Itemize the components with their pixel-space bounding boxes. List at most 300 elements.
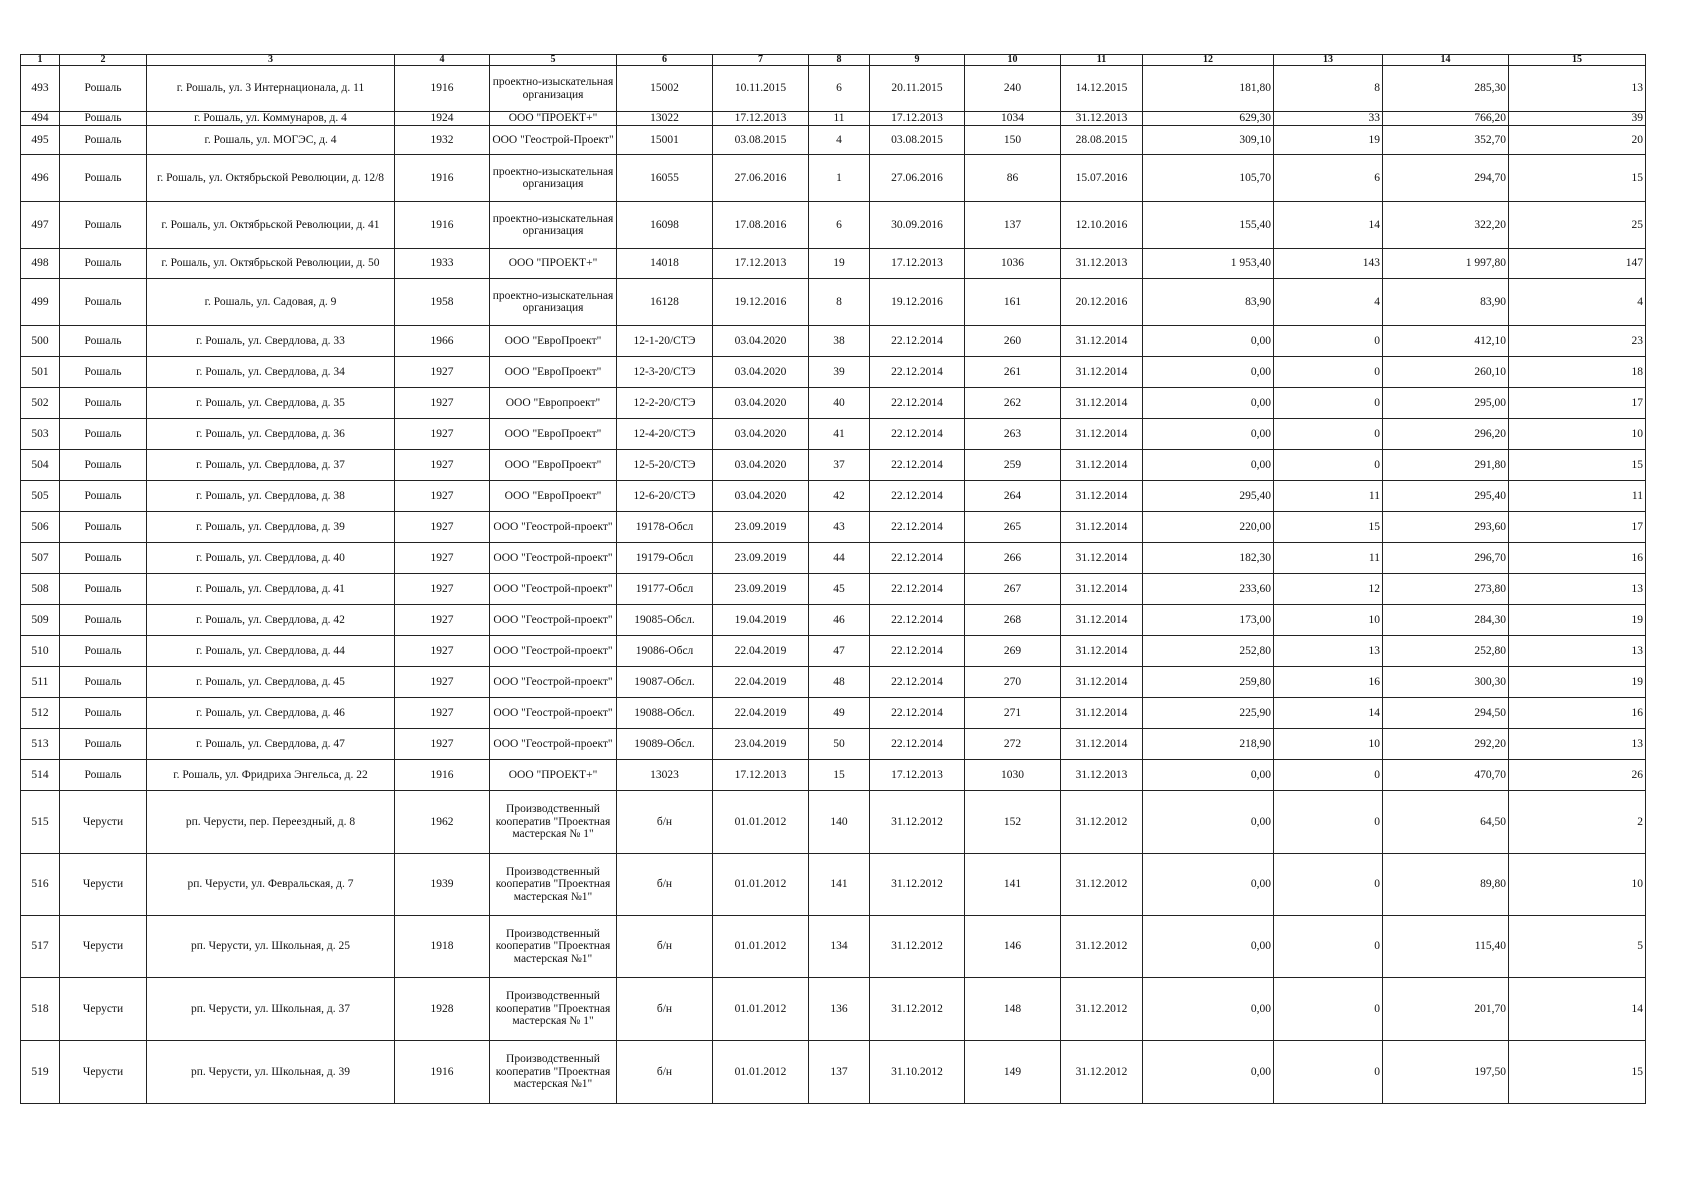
table-cell: Производственный кооператив "Проектная мастерская №1" (490, 916, 617, 978)
table-cell: 22.12.2014 (870, 636, 965, 667)
table-cell: рп. Черусти, ул. Школьная, д. 39 (147, 1041, 395, 1104)
table-cell: 13 (1274, 636, 1383, 667)
table-cell: Рошаль (60, 605, 147, 636)
table-cell: 31.12.2012 (1061, 978, 1143, 1041)
table-cell: ООО "ЕвроПроект" (490, 450, 617, 481)
table-cell: 296,20 (1383, 419, 1509, 450)
table-cell: 12-6-20/СТЭ (617, 481, 713, 512)
table-cell: 1 953,40 (1143, 249, 1274, 279)
table-cell: 23.09.2019 (713, 574, 809, 605)
table-cell: 15 (1509, 1041, 1646, 1104)
table-cell: 233,60 (1143, 574, 1274, 605)
table-cell: 13023 (617, 760, 713, 791)
table-cell: 0 (1274, 419, 1383, 450)
table-cell: 1927 (395, 667, 490, 698)
table-cell: 14 (1274, 698, 1383, 729)
table-cell: 31.12.2014 (1061, 667, 1143, 698)
table-cell: г. Рошаль, ул. Свердлова, д. 42 (147, 605, 395, 636)
table-cell: 295,40 (1143, 481, 1274, 512)
table-cell: 38 (809, 326, 870, 357)
table-cell: 1928 (395, 978, 490, 1041)
table-cell: 1916 (395, 155, 490, 202)
table-cell: 22.12.2014 (870, 698, 965, 729)
table-cell: 197,50 (1383, 1041, 1509, 1104)
table-cell: 31.12.2013 (1061, 249, 1143, 279)
table-cell: проектно-изыскательная организация (490, 279, 617, 326)
table-cell: 11 (1274, 543, 1383, 574)
table-cell: 27.06.2016 (713, 155, 809, 202)
column-header: 7 (713, 55, 809, 66)
table-cell: 8 (1274, 66, 1383, 112)
table-cell: Рошаль (60, 698, 147, 729)
table-cell: 493 (21, 66, 60, 112)
table-cell: 1 (809, 155, 870, 202)
table-cell: 1933 (395, 249, 490, 279)
table-cell: 19 (809, 249, 870, 279)
column-header: 3 (147, 55, 395, 66)
table-cell: 16055 (617, 155, 713, 202)
table-row (21, 729, 1646, 760)
table-cell: 495 (21, 126, 60, 155)
table-cell: 0 (1274, 326, 1383, 357)
table-cell: 31.12.2014 (1061, 450, 1143, 481)
table-cell: Рошаль (60, 667, 147, 698)
column-header: 11 (1061, 55, 1143, 66)
table-cell: 498 (21, 249, 60, 279)
table-cell: 31.12.2014 (1061, 698, 1143, 729)
table-cell: 261 (965, 357, 1061, 388)
table-cell: 285,30 (1383, 66, 1509, 112)
table-cell: 296,70 (1383, 543, 1509, 574)
table-cell: 03.04.2020 (713, 326, 809, 357)
table-cell: 31.12.2014 (1061, 512, 1143, 543)
table-cell: 6 (809, 202, 870, 249)
table-cell: 309,10 (1143, 126, 1274, 155)
table-cell: 31.12.2014 (1061, 543, 1143, 574)
table-cell: 1927 (395, 605, 490, 636)
table-cell: г. Рошаль, ул. Свердлова, д. 34 (147, 357, 395, 388)
table-cell: 22.12.2014 (870, 326, 965, 357)
table-row (21, 202, 1646, 249)
table-cell: 4 (1509, 279, 1646, 326)
table-cell: Рошаль (60, 636, 147, 667)
table-row (21, 978, 1646, 1041)
table-cell: 269 (965, 636, 1061, 667)
table-cell: 03.08.2015 (713, 126, 809, 155)
table-cell: 0,00 (1143, 419, 1274, 450)
table-cell: г. Рошаль, ул. Свердлова, д. 35 (147, 388, 395, 419)
table-cell: 0,00 (1143, 978, 1274, 1041)
table-cell: 4 (1274, 279, 1383, 326)
column-header: 10 (965, 55, 1061, 66)
table-cell: 14 (1274, 202, 1383, 249)
table-cell: ООО "Геострой-Проект" (490, 126, 617, 155)
table-cell: 12-3-20/СТЭ (617, 357, 713, 388)
table-cell: 0 (1274, 357, 1383, 388)
table-cell: 5 (1509, 916, 1646, 978)
table-cell: 31.12.2012 (1061, 1041, 1143, 1104)
table-cell: г. Рошаль, ул. Свердлова, д. 40 (147, 543, 395, 574)
table-cell: Рошаль (60, 155, 147, 202)
table-cell: 10.11.2015 (713, 66, 809, 112)
table-cell: 294,70 (1383, 155, 1509, 202)
table-cell: г. Рошаль, ул. МОГЭС, д. 4 (147, 126, 395, 155)
table-cell: Производственный кооператив "Проектная мастерская № 1" (490, 978, 617, 1041)
table-cell: 22.04.2019 (713, 667, 809, 698)
table-cell: ООО "Геострой-проект" (490, 543, 617, 574)
table-cell: 19 (1274, 126, 1383, 155)
table-cell: г. Рошаль, ул. Садовая, д. 9 (147, 279, 395, 326)
table-cell: г. Рошаль, ул. Октябрьской Революции, д. 12/8 (147, 155, 395, 202)
table-cell: ООО "ПРОЕКТ+" (490, 249, 617, 279)
column-header: 6 (617, 55, 713, 66)
table-cell: 173,00 (1143, 605, 1274, 636)
table-cell: 150 (965, 126, 1061, 155)
table-cell: г. Рошаль, ул. Свердлова, д. 44 (147, 636, 395, 667)
table-cell: 22.12.2014 (870, 481, 965, 512)
table-row (21, 512, 1646, 543)
table-cell: ООО "Европроект" (490, 388, 617, 419)
table-cell: 31.12.2012 (1061, 791, 1143, 854)
table-cell: ООО "Геострой-проект" (490, 605, 617, 636)
table-cell: г. Рошаль, ул. Свердлова, д. 45 (147, 667, 395, 698)
table-row (21, 760, 1646, 791)
table-cell: 13 (1509, 574, 1646, 605)
table-row (21, 574, 1646, 605)
table-row (21, 854, 1646, 916)
table-cell: ООО "ЕвроПроект" (490, 481, 617, 512)
table-cell: 11 (1509, 481, 1646, 512)
table-cell: 31.10.2012 (870, 1041, 965, 1104)
table-cell: Рошаль (60, 326, 147, 357)
column-header: 9 (870, 55, 965, 66)
table-cell: 0,00 (1143, 791, 1274, 854)
table-cell: 19 (1509, 667, 1646, 698)
table-cell: рп. Черусти, ул. Школьная, д. 25 (147, 916, 395, 978)
table-cell: 1034 (965, 112, 1061, 126)
table-cell: 155,40 (1143, 202, 1274, 249)
table-cell: 0,00 (1143, 326, 1274, 357)
table-cell: 46 (809, 605, 870, 636)
table-cell: 13 (1509, 66, 1646, 112)
table-cell: 14018 (617, 249, 713, 279)
table-cell: 19 (1509, 605, 1646, 636)
table-cell: 13 (1509, 636, 1646, 667)
table-cell: 15 (1274, 512, 1383, 543)
table-cell: 86 (965, 155, 1061, 202)
table-cell: 22.12.2014 (870, 543, 965, 574)
table-cell: 31.12.2012 (870, 854, 965, 916)
table-cell: 42 (809, 481, 870, 512)
table-cell: Рошаль (60, 249, 147, 279)
table-cell: 22.12.2014 (870, 574, 965, 605)
table-cell: 517 (21, 916, 60, 978)
table-cell: 147 (1509, 249, 1646, 279)
table-cell: 182,30 (1143, 543, 1274, 574)
table-cell: 0,00 (1143, 450, 1274, 481)
table-cell: 17 (1509, 388, 1646, 419)
table-cell: 12-5-20/СТЭ (617, 450, 713, 481)
table-cell: 31.12.2014 (1061, 636, 1143, 667)
table-cell: 15001 (617, 126, 713, 155)
table-cell: г. Рошаль, ул. Свердлова, д. 33 (147, 326, 395, 357)
table-cell: Рошаль (60, 543, 147, 574)
table-row (21, 419, 1646, 450)
table-row (21, 155, 1646, 202)
column-header: 2 (60, 55, 147, 66)
table-cell: 1916 (395, 202, 490, 249)
table-cell: 252,80 (1383, 636, 1509, 667)
table-cell: ООО "ЕвроПроект" (490, 357, 617, 388)
table-cell: Рошаль (60, 388, 147, 419)
table-cell: 17.12.2013 (870, 249, 965, 279)
table-cell: 508 (21, 574, 60, 605)
column-header: 13 (1274, 55, 1383, 66)
table-cell: 291,80 (1383, 450, 1509, 481)
table-cell: 240 (965, 66, 1061, 112)
table-cell: 17.12.2013 (713, 249, 809, 279)
table-cell: рп. Черусти, пер. Переездный, д. 8 (147, 791, 395, 854)
table-cell: 1927 (395, 636, 490, 667)
table-cell: 6 (1274, 155, 1383, 202)
table-cell: 83,90 (1143, 279, 1274, 326)
table-cell: Черусти (60, 978, 147, 1041)
table-cell: Рошаль (60, 481, 147, 512)
table-cell: 17 (1509, 512, 1646, 543)
table-cell: 23.09.2019 (713, 512, 809, 543)
table-cell: 518 (21, 978, 60, 1041)
table-cell: 1927 (395, 388, 490, 419)
table-cell: Рошаль (60, 279, 147, 326)
table-cell: 105,70 (1143, 155, 1274, 202)
table-cell: 23.04.2019 (713, 729, 809, 760)
table-cell: 259,80 (1143, 667, 1274, 698)
table-cell: 19178-Обсл (617, 512, 713, 543)
table-cell: 501 (21, 357, 60, 388)
table-cell: 1927 (395, 698, 490, 729)
table-cell: ООО "Геострой-проект" (490, 698, 617, 729)
table-cell: 504 (21, 450, 60, 481)
table-cell: 22.12.2014 (870, 357, 965, 388)
table-cell: 12.10.2016 (1061, 202, 1143, 249)
table-cell: рп. Черусти, ул. Школьная, д. 37 (147, 978, 395, 1041)
table-cell: 1030 (965, 760, 1061, 791)
table-cell: б/н (617, 854, 713, 916)
table-cell: 31.12.2014 (1061, 574, 1143, 605)
table-cell: 0 (1274, 760, 1383, 791)
table-cell: 149 (965, 1041, 1061, 1104)
table-cell: Производственный кооператив "Проектная мастерская №1" (490, 854, 617, 916)
table-cell: 39 (809, 357, 870, 388)
table-cell: 497 (21, 202, 60, 249)
table-cell: 1939 (395, 854, 490, 916)
table-cell: 293,60 (1383, 512, 1509, 543)
table-cell: 20.12.2016 (1061, 279, 1143, 326)
table-cell: 83,90 (1383, 279, 1509, 326)
table-cell: 13022 (617, 112, 713, 126)
table-cell: 0 (1274, 854, 1383, 916)
table-cell: 511 (21, 667, 60, 698)
table-cell: Рошаль (60, 729, 147, 760)
table-cell: 0 (1274, 978, 1383, 1041)
table-cell: 1927 (395, 729, 490, 760)
table-row (21, 112, 1646, 126)
table-cell: 510 (21, 636, 60, 667)
table-cell: ООО "ПРОЕКТ+" (490, 112, 617, 126)
table-cell: г. Рошаль, ул. Октябрьской Революции, д. 50 (147, 249, 395, 279)
table-cell: 272 (965, 729, 1061, 760)
table-cell: Рошаль (60, 512, 147, 543)
data-table (20, 54, 1646, 1104)
table-cell: 22.12.2014 (870, 419, 965, 450)
table-cell: 1966 (395, 326, 490, 357)
table-cell: ООО "Геострой-проект" (490, 729, 617, 760)
table-cell: 17.12.2013 (713, 760, 809, 791)
table-cell: 268 (965, 605, 1061, 636)
table-cell: 1916 (395, 66, 490, 112)
table-cell: 01.01.2012 (713, 791, 809, 854)
table-body (21, 66, 1646, 1104)
table-row (21, 667, 1646, 698)
table-cell: 143 (1274, 249, 1383, 279)
table-cell: б/н (617, 791, 713, 854)
table-cell: 499 (21, 279, 60, 326)
table-cell: 30.09.2016 (870, 202, 965, 249)
table-cell: ООО "ЕвроПроект" (490, 419, 617, 450)
table-cell: 39 (1509, 112, 1646, 126)
table-cell: 19088-Обсл. (617, 698, 713, 729)
table-cell: 01.01.2012 (713, 916, 809, 978)
header-row (21, 55, 1646, 66)
table-cell: 516 (21, 854, 60, 916)
table-cell: 47 (809, 636, 870, 667)
table-cell: 10 (1274, 605, 1383, 636)
table-cell: г. Рошаль, ул. Фридриха Энгельса, д. 22 (147, 760, 395, 791)
table-cell: 267 (965, 574, 1061, 605)
table-cell: г. Рошаль, ул. Свердлова, д. 36 (147, 419, 395, 450)
table-cell: 31.12.2012 (1061, 854, 1143, 916)
table-cell: 14 (1509, 978, 1646, 1041)
table-cell: 19177-Обсл (617, 574, 713, 605)
table-row (21, 357, 1646, 388)
table-cell: 15 (1509, 450, 1646, 481)
table-cell: 31.12.2012 (1061, 916, 1143, 978)
table-cell: г. Рошаль, ул. Свердлова, д. 38 (147, 481, 395, 512)
table-cell: 19089-Обсл. (617, 729, 713, 760)
table-cell: 1927 (395, 357, 490, 388)
table-cell: 503 (21, 419, 60, 450)
table-cell: 201,70 (1383, 978, 1509, 1041)
table-cell: 31.12.2013 (1061, 760, 1143, 791)
table-row (21, 916, 1646, 978)
table-cell: 141 (965, 854, 1061, 916)
table-cell: 31.12.2014 (1061, 326, 1143, 357)
table-cell: 19.12.2016 (870, 279, 965, 326)
table-cell: 295,40 (1383, 481, 1509, 512)
table-cell: 284,30 (1383, 605, 1509, 636)
table-cell: 509 (21, 605, 60, 636)
table-cell: 22.12.2014 (870, 388, 965, 419)
table-cell: 271 (965, 698, 1061, 729)
table-cell: Производственный кооператив "Проектная мастерская №1" (490, 1041, 617, 1104)
table-cell: 22.12.2014 (870, 667, 965, 698)
table-cell: Рошаль (60, 450, 147, 481)
table-cell: 12-2-20/СТЭ (617, 388, 713, 419)
table-cell: 252,80 (1143, 636, 1274, 667)
table-cell: ООО "ЕвроПроект" (490, 326, 617, 357)
table-cell: 41 (809, 419, 870, 450)
table-row (21, 636, 1646, 667)
table-cell: 260 (965, 326, 1061, 357)
table-cell: 1916 (395, 1041, 490, 1104)
table-cell: 502 (21, 388, 60, 419)
table-cell: 1927 (395, 481, 490, 512)
table-cell: 17.12.2013 (870, 112, 965, 126)
table-cell: проектно-изыскательная организация (490, 155, 617, 202)
table-cell: б/н (617, 1041, 713, 1104)
table-row (21, 543, 1646, 574)
table-cell: 12-1-20/СТЭ (617, 326, 713, 357)
table-cell: 17.12.2013 (713, 112, 809, 126)
table-cell: 259 (965, 450, 1061, 481)
table-cell: 43 (809, 512, 870, 543)
table-cell: 1916 (395, 760, 490, 791)
table-cell: ООО "Геострой-проект" (490, 512, 617, 543)
table-cell: 225,90 (1143, 698, 1274, 729)
table-cell: 03.04.2020 (713, 357, 809, 388)
table-cell: 31.12.2014 (1061, 388, 1143, 419)
table-cell: Черусти (60, 1041, 147, 1104)
table-cell: ООО "Геострой-проект" (490, 636, 617, 667)
table-cell: 03.04.2020 (713, 450, 809, 481)
column-header: 15 (1509, 55, 1646, 66)
table-cell: Рошаль (60, 357, 147, 388)
table-cell: 322,20 (1383, 202, 1509, 249)
column-header: 1 (21, 55, 60, 66)
table-row (21, 249, 1646, 279)
table-cell: рп. Черусти, ул. Февральская, д. 7 (147, 854, 395, 916)
column-header: 4 (395, 55, 490, 66)
table-cell: 10 (1274, 729, 1383, 760)
table-cell: 220,00 (1143, 512, 1274, 543)
table-cell: 01.01.2012 (713, 978, 809, 1041)
table-cell: 1 997,80 (1383, 249, 1509, 279)
table-cell: б/н (617, 916, 713, 978)
table-cell: 19.12.2016 (713, 279, 809, 326)
table-cell: Рошаль (60, 112, 147, 126)
table-cell: г. Рошаль, ул. 3 Интернационала, д. 11 (147, 66, 395, 112)
table-cell: 0,00 (1143, 1041, 1274, 1104)
table-cell: 12 (1274, 574, 1383, 605)
table-cell: 19086-Обсл (617, 636, 713, 667)
table-cell: 16098 (617, 202, 713, 249)
table-cell: 500 (21, 326, 60, 357)
table-row (21, 326, 1646, 357)
table-cell: 161 (965, 279, 1061, 326)
table-cell: 15 (809, 760, 870, 791)
table-cell: 19085-Обсл. (617, 605, 713, 636)
table-cell: 31.12.2014 (1061, 357, 1143, 388)
table-cell: 136 (809, 978, 870, 1041)
table-cell: 0,00 (1143, 388, 1274, 419)
table-row (21, 481, 1646, 512)
table-cell: 766,20 (1383, 112, 1509, 126)
table-cell: 264 (965, 481, 1061, 512)
table-cell: 146 (965, 916, 1061, 978)
table-cell: 31.12.2014 (1061, 419, 1143, 450)
table-cell: 16 (1509, 543, 1646, 574)
table-cell: 294,50 (1383, 698, 1509, 729)
